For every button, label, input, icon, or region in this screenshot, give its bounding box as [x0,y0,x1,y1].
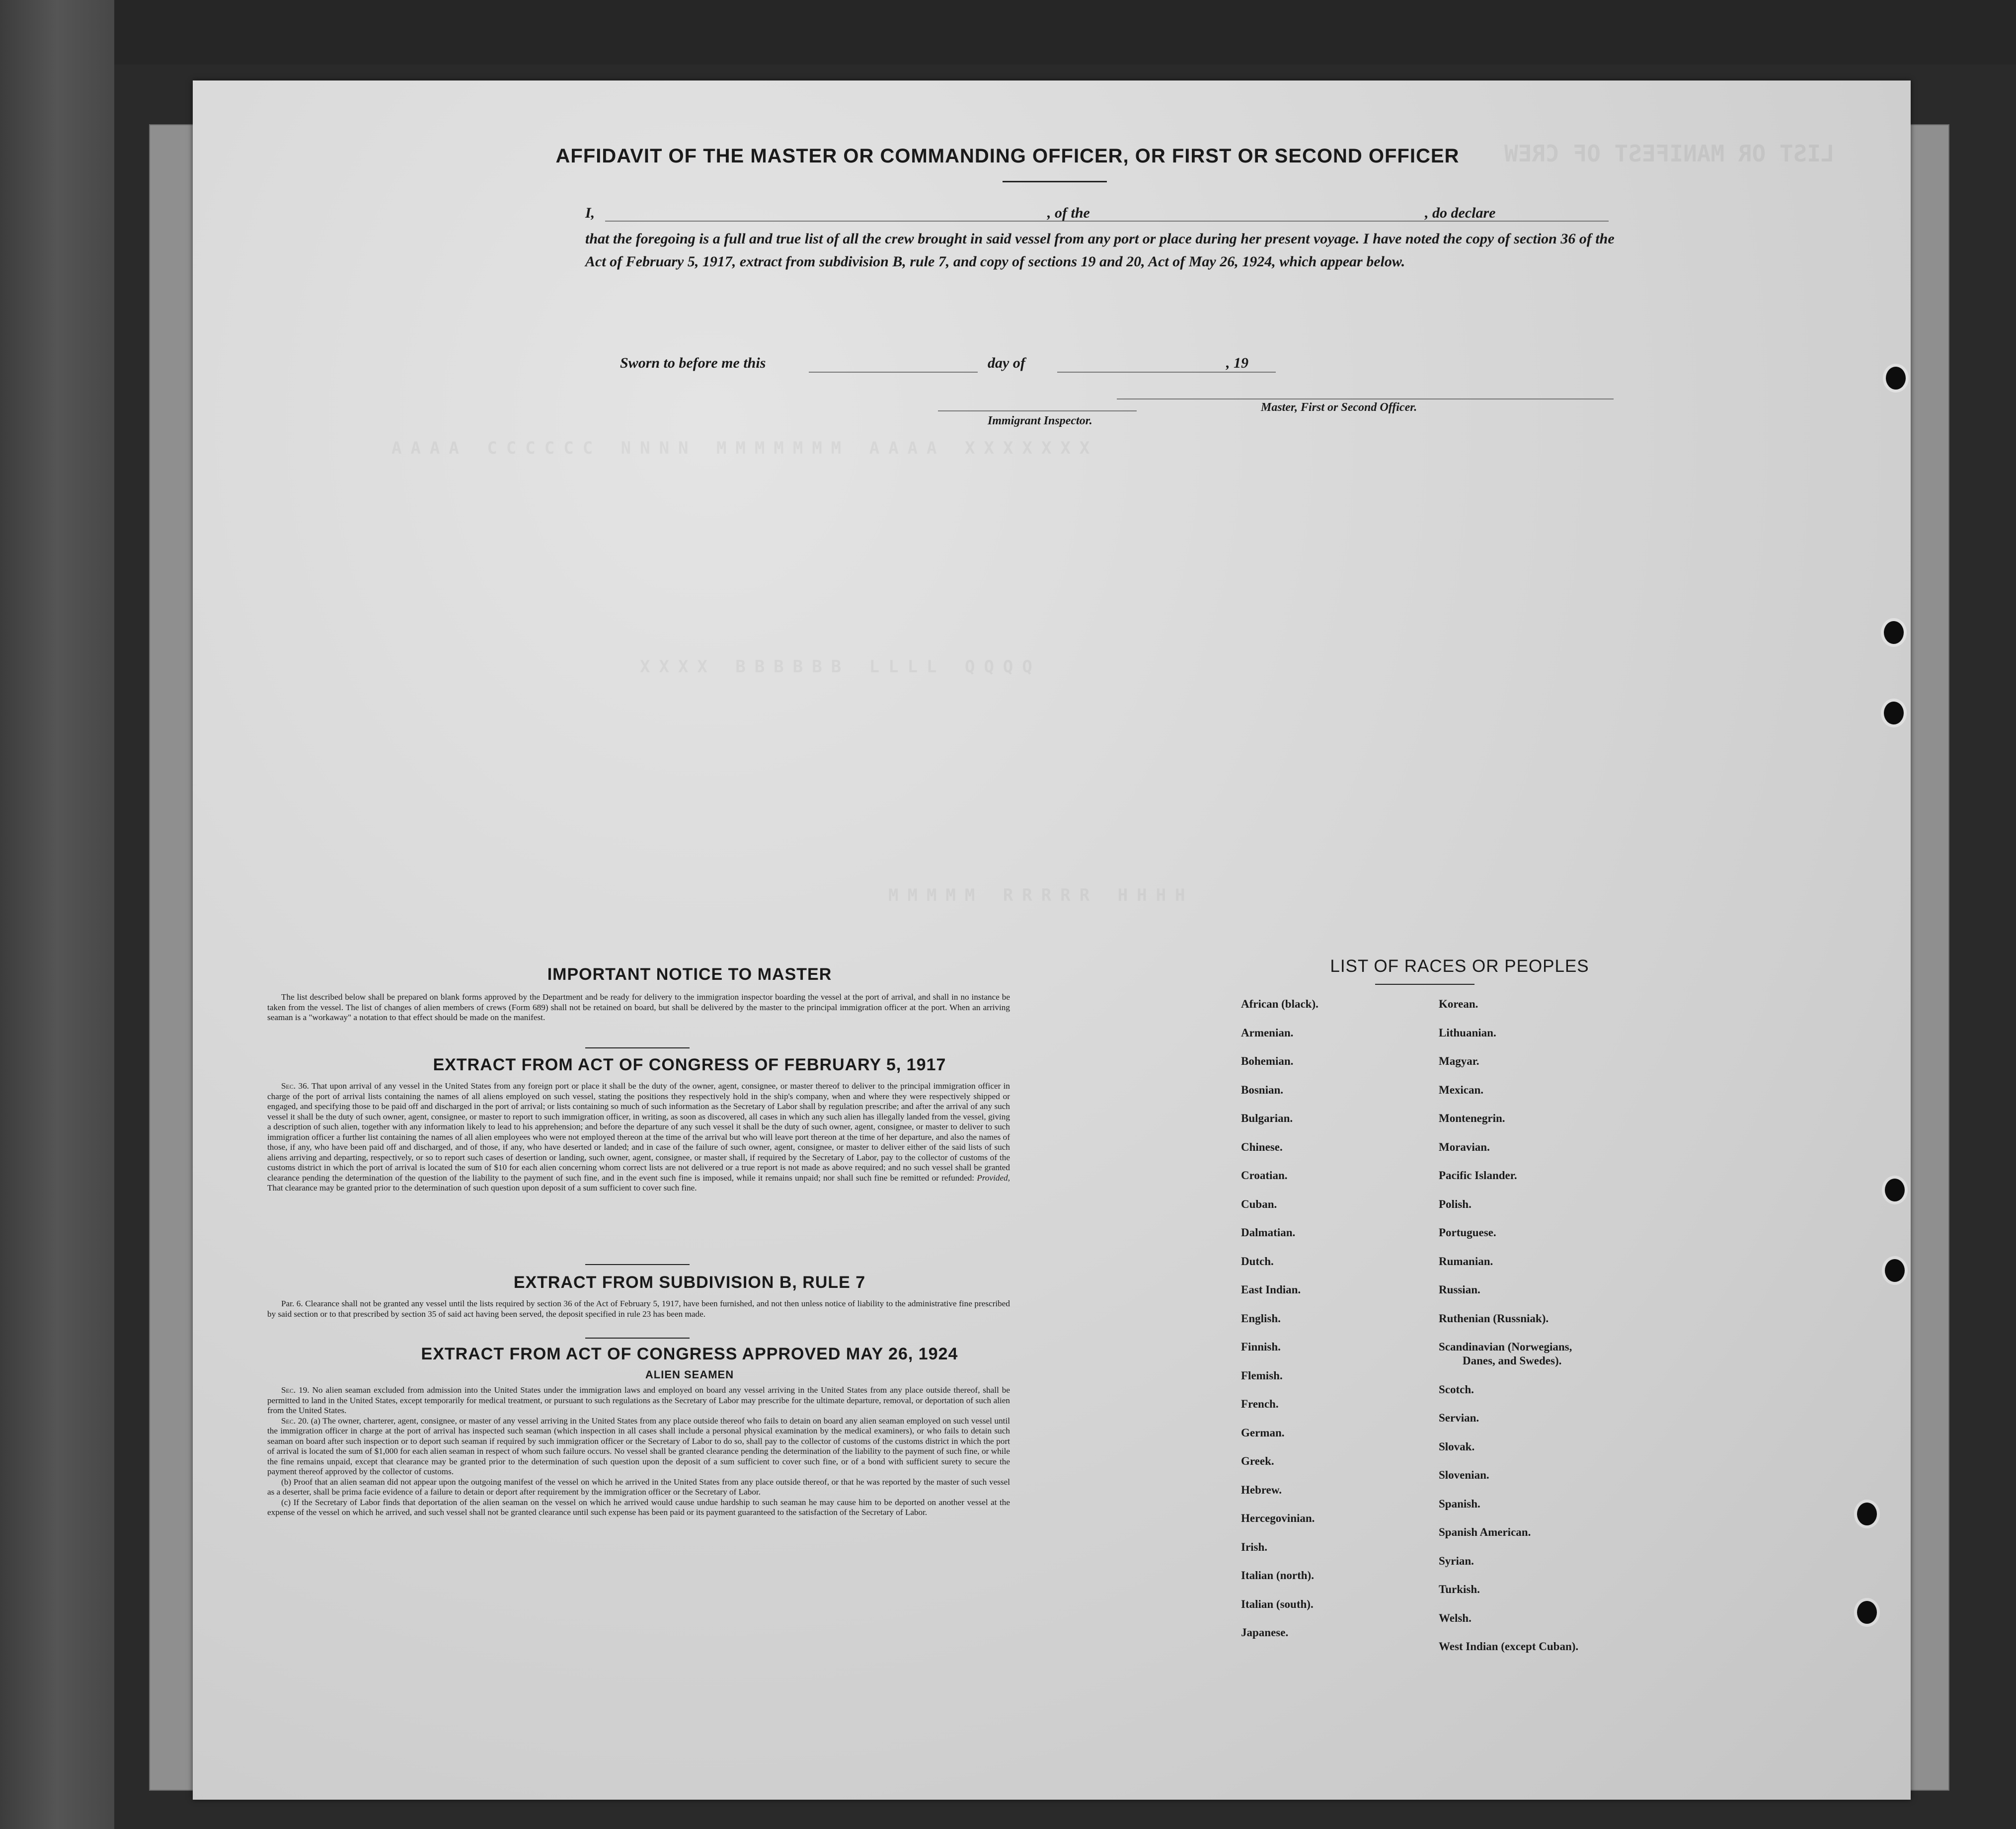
race-item: Servian. [1439,1412,1479,1424]
race-item: Irish. [1241,1540,1268,1553]
race-item: Ruthenian (Russniak). [1439,1312,1549,1325]
race-item: Rumanian. [1439,1255,1493,1268]
month-line [1057,372,1276,373]
affidavit-title: AFFIDAVIT OF THE MASTER OR COMMANDING OFFICER, OR FIRST OR SECOND OFFICER [555,145,1460,167]
punch-hole [1885,1259,1905,1282]
race-item: Mexican. [1439,1083,1484,1096]
race-item: Dalmatian. [1241,1226,1296,1239]
race-item: Pacific Islander. [1439,1169,1517,1182]
race-item: Dutch. [1241,1255,1274,1268]
race-item: Russian. [1439,1283,1480,1296]
punch-hole [1857,1503,1877,1525]
race-item: Italian (north). [1241,1569,1314,1582]
races-title-rule [1375,984,1474,985]
section-rule [585,1264,690,1265]
affidavit-declare: , do declare [1425,205,1496,221]
race-item: Scotch. [1439,1383,1474,1396]
title-rule [1003,181,1107,182]
punch-hole [1884,702,1904,724]
provided-word: Provided, [977,1173,1010,1183]
race-item: Cuban. [1241,1197,1277,1210]
show-through-row: AAAA CCCCCC NNNN MMMMMMM AAAA XXXXXXX [391,438,1099,458]
race-item: Portuguese. [1439,1226,1496,1239]
punch-hole [1886,367,1906,390]
rule7-text: Par. 6. Clearance shall not be granted any vessel until the lists required by section 36 of the Act of February 5, 1917, have been furnished, and not then unless notice of liability to the administrative fine prescribed by said section or to that prescribed by section 35 of said act having been served, the deposit specified in rule 23 has been made. [267,1299,1010,1319]
section-rule [585,1047,690,1048]
scan-background-left [0,0,114,1829]
punch-hole [1884,621,1904,644]
master-signature-line [1117,398,1614,399]
document-page [193,80,1911,1800]
race-item: East Indian. [1241,1283,1301,1296]
sec-20c-text: (c) If the Secretary of Labor finds that deportation of the alien seaman on the vessel on which he arrived would cause undue hardship to such seaman he may cause him to be deported on another vessel at the expense of the vessel on which he arrived, and such vessel shall not be granted clearance until such expense has been paid or its payment guaranteed to the satisfaction of the Secretary of Labor. [267,1497,1010,1517]
race-item: Croatian. [1241,1169,1288,1182]
inspector-label: Immigrant Inspector. [988,414,1092,427]
race-item: Slovenian. [1439,1469,1489,1481]
race-item: Lithuanian. [1439,1026,1496,1039]
notice-text: The list described below shall be prepared on blank forms approved by the Department and be ready for delivery to the immigration inspector boarding the vessel at the port of arrival, and shall in no instance be taken from the vessel. The list of changes of alien members of crews (Form 689) shall not be retained on board, but shall be delivered by the master to the principal immigration officer at the port. When an arriving seaman is a "workaway" a notation to that effect should be made on the manifest. [267,992,1010,1022]
affidavit-paragraph: that the foregoing is a full and true list of all the crew brought in said vessel from any port or place during her present voyage. I have noted the copy of section 36 of the Act of February 5, 1917, extract from subdivision B, rule 7, and copy of sections 19 and 20, Act of May 26, 1924, which appear below. [585,231,1615,270]
race-item: Bohemian. [1241,1055,1294,1067]
race-item: Japanese. [1241,1626,1289,1639]
race-item: African (black). [1241,998,1318,1010]
show-through-header: LIST OR MANIFEST OF CREW [1504,140,1835,167]
race-item: Spanish. [1439,1497,1480,1510]
race-item: Scandinavian (Norwegians, [1439,1341,1572,1353]
show-through-row: XXXX BBBBBB LLLL QQQQ [640,657,1041,677]
race-item: Spanish American. [1439,1526,1531,1538]
extract-1917-title: EXTRACT FROM ACT OF CONGRESS OF FEBRUARY 5, 1917 [433,1055,946,1074]
race-item: Armenian. [1241,1026,1294,1039]
notice-title: IMPORTANT NOTICE TO MASTER [547,965,832,984]
sworn-day-line [809,372,978,373]
extract-1917-text [267,1081,1010,1193]
race-item: Greek. [1241,1455,1274,1467]
race-item: Flemish. [1241,1369,1283,1382]
race-item: Turkish. [1439,1583,1480,1595]
race-item: French. [1241,1398,1279,1410]
master-signature-label: Master, First or Second Officer. [1261,401,1417,414]
extract-1924-title: EXTRACT FROM ACT OF CONGRESS APPROVED MAY 26, 1924 [421,1345,958,1363]
races-title: LIST OF RACES OR PEOPLES [1330,956,1589,976]
vessel-blank-line [1117,221,1609,222]
inspector-signature-line [938,410,1137,411]
race-item: Syrian. [1439,1554,1474,1567]
race-item: Bosnian. [1241,1083,1284,1096]
race-item: Moravian. [1439,1140,1490,1153]
sec-20b-text: (b) Proof that an alien seaman did not appear upon the outgoing manifest of the vessel on which he arrived in the United States from any place outside thereof, or that he was reported by the master of such vessel as a deserter, shall be prima facie evidence of a failure to detain or deport after requirement by the immigration officer or the Secretary of Labor. [267,1477,1010,1497]
race-item: English. [1241,1312,1281,1325]
punch-hole [1885,1179,1905,1201]
race-item: Slovak. [1439,1440,1475,1453]
sec-19-body: No alien seaman excluded from admission into the United States under the immigration laws and employed on board any vessel arriving in the United States from any place outside thereof, shall be permitted to land in the United States, except temporarily for medical treatment, or pursuant to such regulations as the Secretary of Labor may prescribe for the ultimate departure, removal, or deportation of such alien from the United States. [267,1385,1010,1415]
alien-seamen-subtitle: ALIEN SEAMEN [645,1368,734,1381]
section-rule [585,1338,690,1339]
punch-hole [1857,1601,1877,1624]
race-item: Polish. [1439,1197,1472,1210]
race-item: Hercegovinian. [1241,1512,1315,1524]
sec-20a-body: (a) The owner, charterer, agent, consignee, or master of any vessel arriving in the United States from any place outside thereof who fails to detain on board any alien seaman employed on such vessel until the immigration officer in charge at the port of arrival has inspected such seaman (which inspection in all cases shall include a personal physical examination by the medical examiners), or who fails to detain such seaman on board after such inspection or to deport such seaman if required by such immigration officer or the Secretary of Labor to do so, shall pay to the collector of customs of the customs district in which the port of arrival is located the sum of $1,000 for each alien seaman in respect of whom such failure occurs. No vessel shall be granted clearance pending the determination of the liability to the payment of such fine, or while the fine remains unpaid, except that clearance may be granted prior to the determination of such question upon the deposit of a sum sufficient to cover such fine, or of a bond with sufficient surety to secure the payment thereof approved by the collector of customs. [267,1416,1010,1476]
sec-36-label: Sec. 36. [281,1081,309,1091]
race-item: Montenegrin. [1439,1112,1505,1124]
affidavit-of-the: , of the [1047,205,1090,221]
race-item: German. [1241,1426,1285,1439]
race-item: Korean. [1439,998,1478,1010]
race-item: Danes, and Swedes). [1463,1354,1562,1367]
sec-36-end: That clearance may be granted prior to the determination of such question upon deposit of a sum sufficient to cover such fine. [267,1183,697,1193]
race-item: Welsh. [1439,1611,1472,1624]
sec-19-text [267,1385,1010,1416]
race-item: West Indian (except Cuban). [1439,1640,1579,1653]
scan-background-top [0,0,2016,65]
race-item: Chinese. [1241,1140,1283,1153]
race-item: Finnish. [1241,1341,1281,1353]
extract-1924-body [267,1385,1010,1518]
sec-19-label: Sec. 19. [281,1385,310,1395]
race-item: Hebrew. [1241,1483,1282,1496]
sec-36-body: That upon arrival of any vessel in the United States from any foreign port or place it shall be the duty of the owner, agent, consignee, or master thereof to deliver to the principal immigration officer in charge of the port of arrival lists containing the names of all aliens employed on such vessel, stating the positions they respectively hold in the ship's company, when and where they were respectively shipped or engaged, and specifying those to be paid off and discharged in the port of arrival; or lists containing so much of such information as the Secretary of Labor shall by regulation prescribe; and after the arrival of any such vessel it shall be the duty of such owner, agent, consignee, or master to report to such immigration officer, in writing, as soon as discovered, all cases in which any such alien has illegally landed from the vessel, giving a description of such alien, together with any information likely to lead to his apprehension; and before the departure of any such vessel it shall be the duty of such owner, agent, consignee, or master to deliver to such immigration officer a further list containing the names of all alien employees who were not employed thereon at the time of the arrival but who will leave port thereon at the time of her departure, and also the names of those, if any, who have been paid off and discharged, and of those, if any, who have deserted or landed; and in case of the failure of such owner, agent, consignee, or master to deliver either of the said lists of such aliens arriving and departing, respectively, or so to report such cases of desertion or landing, such owner, agent, consignee, or master shall, if required by the Secretary of Labor, pay to the collector of customs of the customs district in which the port of arrival is located the sum of $10 for each alien concerning whom correct lists are not delivered or a true report is not made as above required; and no such vessel shall be granted clearance pending the determination of the question of the liability to the payment of such fine, and in the event such fine is imposed, while it remains unpaid; nor shall such fine be remitted or refunded: [267,1081,1010,1183]
affidavit-i: I, [585,205,595,221]
rule7-title: EXTRACT FROM SUBDIVISION B, RULE 7 [513,1273,866,1292]
race-item: Bulgarian. [1241,1112,1293,1124]
show-through-row: MMMMM RRRRR HHHH [888,885,1194,905]
sworn-label: Sworn to before me this [620,355,766,371]
race-item: Italian (south). [1241,1597,1314,1610]
sec-20a-text [267,1416,1010,1477]
sec-20-label: Sec. 20. [281,1416,309,1426]
year-label: , 19 [1226,355,1248,371]
race-item: Magyar. [1439,1055,1479,1067]
day-of-label: day of [988,355,1025,371]
